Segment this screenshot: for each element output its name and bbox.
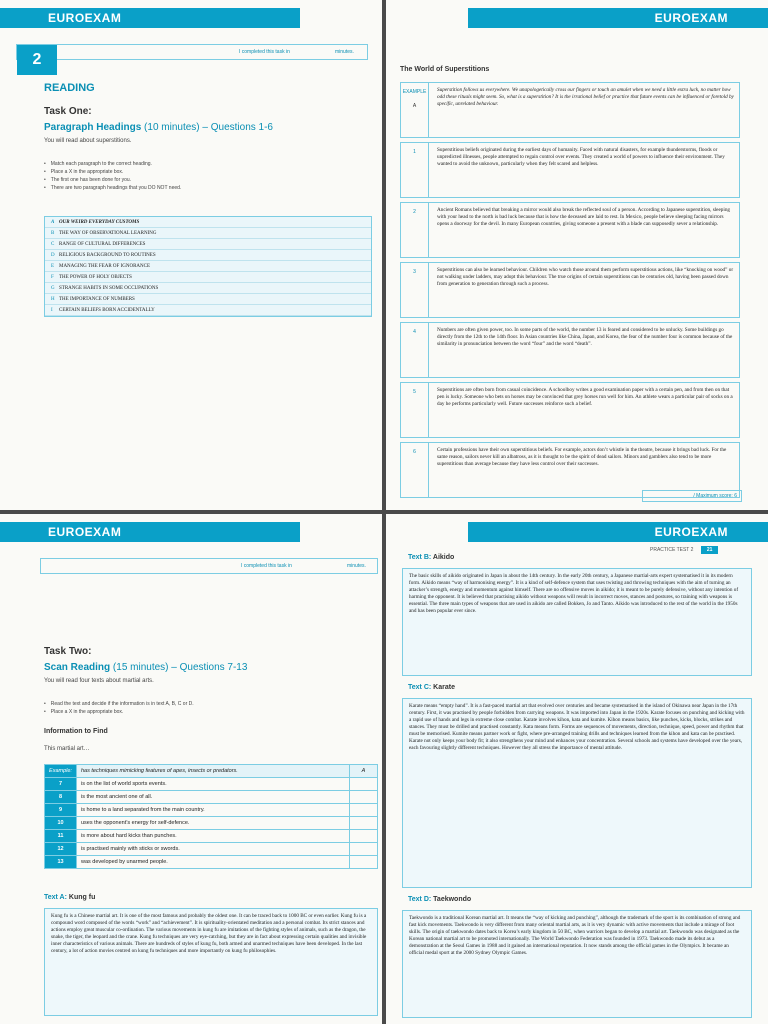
question-row: 9 is home to a land separated from the main country. [45, 804, 378, 817]
heading-row: I CERTAIN BELIEFS BORN ACCIDENTALLY [45, 305, 371, 316]
paragraph-3 [400, 262, 740, 318]
header-bar [0, 8, 300, 28]
paragraph-1 [400, 142, 740, 198]
instruction-item: • The first one has been done for you. [44, 176, 181, 184]
instruction-item: • There are two paragraph headings that you DO NOT need. [44, 184, 181, 192]
answer-cell[interactable] [350, 778, 378, 791]
questions-table [44, 764, 378, 869]
header-bar [0, 522, 300, 542]
section-title: READING [44, 82, 95, 94]
completed-suffix: minutes. [335, 49, 354, 55]
info-heading: Information to Find [44, 728, 108, 735]
task-subtitle [44, 662, 247, 673]
task-subtitle [44, 122, 273, 133]
page-20 [0, 0, 382, 510]
paragraph-label: 4 [401, 323, 429, 377]
question-row: 11 is more about hard kicks than punches. [45, 830, 378, 843]
heading-row: C RANGE OF CULTURAL DIFFERENCES [45, 239, 371, 250]
answer-cell[interactable] [350, 804, 378, 817]
example-answer: A [412, 103, 417, 109]
text-b-heading: Text B: Aikido [408, 554, 455, 561]
text-a-body: Kung fu is a Chinese martial art. It is one of the most famous and probably the oldest one. It can be traced back to 1000 BC or even earlier. Kung fu is a compound word composed of the words “work” and “achievement”. It is spirituality-orientated meditation and a personal combat. Its strict stances and actions employ great muscular co-ordination. The various movements in kung fu are imitations of the fighting styles of animals, such as the dragon, the snake, the tiger, the leopard and the crane. Kung fu techniques are very eye-catching, but they are in fact about expressing certain qualities and invisible inner characteristics of various animals. There are hundreds of styles of kung fu, both armed and unarmed techniques have been developed. In the last century, a lot of action movies centred on kung fu techniques and more importantly on kung fu philosophies. [44, 908, 378, 1016]
paragraph-text: Superstitions can also be learned behaviour. Children who watch those around them perform superstitious actions, like “knocking on wood” or not walking under ladders, may adopt this behaviour. The true origins of certain superstitions can be centuries old, having been passed down from generation to generation through such a process. [437, 267, 734, 287]
info-lead: This martial art… [44, 746, 90, 752]
instruction-item: • Place a X in the appropriate box. [44, 708, 194, 716]
task-duration: (10 minutes) – Questions 1-6 [144, 122, 273, 133]
brand-logo: EUROEXAM [654, 525, 728, 539]
heading-row: D RELIGIOUS BACKGROUND TO ROUTINES [45, 250, 371, 261]
completion-tracker [16, 44, 368, 68]
answer-cell[interactable] [350, 791, 378, 804]
heading-row: H THE IMPORTANCE OF NUMBERS [45, 294, 371, 305]
paragraph-example [400, 82, 740, 138]
paragraph-label: 3 [401, 263, 429, 317]
paragraph-5 [400, 382, 740, 438]
question-row: 10 uses the opponent’s energy for self-defence. [45, 817, 378, 830]
question-row: 8 is the most ancient one of all. [45, 791, 378, 804]
paragraph-text: Certain professions have their own superstitious beliefs. For example, actors don’t whistle in the theatre, because it brings bad luck. For the same reason, sailors never kill an albatross, as it is thought to be the spirit of dead sailors. Minors and gamblers also tend to be more superstitious than average because they have less control over their successes. [437, 447, 727, 467]
heading-row: E MANAGING THE FEAR OF IGNORANCE [45, 261, 371, 272]
text-a-heading: Text A: Kung fu [44, 894, 96, 901]
paragraph-text: Numbers are often given power, too. In some parts of the world, the number 13 is feared and considered to be unlucky. Some buildings go directly from the 12th to the 14th floor. In Asian countries like China, Japan, and Korea, the fear of the number four is common because of the similarity in pronunciation between the word “four” and the word “death”. [437, 327, 733, 347]
passage-title: The World of Superstitions [400, 66, 490, 73]
question-row: 7 is on the list of world sports events. [45, 778, 378, 791]
paragraph-text: Superstitious beliefs originated during the earliest days of humanity. Faced with natural disasters, for example thunderstorms, floods or unpredicted illnesses, people attempted to regain control over events. They created a world of powers to influence their environment. They wanted to avoid the unknown, particularly when they felt scared and helpless. [437, 147, 725, 167]
header-bar [468, 8, 768, 28]
question-row: 13 was developed by unarmed people. [45, 856, 378, 869]
task-intro: You will read about superstitions. [44, 138, 132, 144]
instructions-list [44, 160, 181, 192]
text-d-heading: Text D: Taekwondo [408, 896, 472, 903]
paragraph-text: Superstitions are often born from casual coincidence. A schoolboy writes a good examination paper with a certain pen, and from then on that pen is lucky. Someone who bets on horses may be convinced that grey horses run well for him. An athlete wears a particular pair of socks on a day he performs particularly well. Future successes reinforce such a belief. [437, 387, 733, 407]
task-duration: (15 minutes) – Questions 7-13 [112, 662, 248, 673]
header-bar [468, 522, 768, 542]
question-row: 12 is practised mainly with sticks or swords. [45, 843, 378, 856]
answer-cell[interactable] [350, 856, 378, 869]
page-22 [0, 514, 382, 1024]
brand-logo: EUROEXAM [654, 11, 728, 25]
max-score-box: / Maximum score: 6 [642, 490, 742, 502]
paragraph-label: 6 [401, 443, 429, 497]
text-c-heading: Text C: Karate [408, 684, 455, 691]
answer-cell[interactable] [350, 843, 378, 856]
page-23 [386, 514, 768, 1024]
brand-logo: EUROEXAM [48, 525, 122, 539]
text-b-body: The basic skills of aikido originated in Japan in about the 14th century. In the early 20th century, a Japanese martial-arts expert systematised it in its modern form. Aikido means “way of harmonising energy”. It is a kind of self-defence system that uses twisting and throwing techniques with the aim of turning an attacker’s strength, energy and momentum against himself. There are no offensive moves in aikido; it is meant to be purely defensive, without any intention of harming the opponent. It is believed that practising aikido without weapons will result in incorrect moves, stances and postures, so training with weapons is essential. The three main types of weapons that are used in aikido are called Bokken, Jo and Tanto. Aikido was introduced to the rest of the world in the 1950s and has been popular ever since. [402, 568, 752, 676]
page-21 [386, 0, 768, 510]
completed-prefix: I completed this task in [239, 49, 290, 55]
section-number: 2 [17, 45, 57, 75]
subtitle-text: Paragraph Headings [44, 122, 142, 133]
paragraph-label: 2 [401, 203, 429, 257]
text-c-body: Karate means “empty hand”. It is a fast-paced martial art that evolved over centuries and became systematised in the island of Okinawa near Japan in the 17th century. First, it was practised by people forbidden from carrying weapons. It was imported into Japan in the 1920s. Karate focuses on punching and kicking with a rapid use of hands and legs in extreme close combat. Karate involves kihon, kata and kumite. Kihon means basics, like punches, kicks, blocks, strikes and stances. They must be drilled and practised constantly. Kata means form. Forms are sequences of movements, direction, technique, speed, power and rhythm that must be memorised. Kumite means partner work or fight, where pre-arranged training drills and techniques learned from the kihon and kata can be practised. Karate not only keeps your body fit; it also strengthens your mind and enhances your concentration. Several schools and systems have developed over the years, each favouring slightly different techniques. However they all stress the importance of mental attitude. [402, 698, 752, 888]
answer-cell[interactable] [350, 830, 378, 843]
text-d-body: Taekwondo is a traditional Korean martial art. It means the “way of kicking and punching”, although the trademark of the sport is its combination of strong and fast kick movements. Taekwondo is very different from many oriental martial arts, as it is very dynamic with active movements that include a mirage of foot skills. The origin of taekwondo dates back to Korea’s early kingdom in 50 BC, when warriors began to develop a martial art. Taekwondo was designated as the Korean national martial art to be promoted internationally. The World Taekwondo Federation was founded in 1973. Taekwondo made its debut as a demonstration at the Seoul Games in 1988 and it gained an international reputation. It now stands among the official games in the Olympics. It became an official medal sport at the 2000 Sydney Olympic Games. [402, 910, 752, 1018]
instructions-list [44, 700, 194, 716]
paragraph-2 [400, 202, 740, 258]
heading-row: A OUR WEIRD EVERYDAY CUSTOMS [45, 217, 371, 228]
instruction-item: • Read the text and decide if the information is in text A, B, C or D. [44, 700, 194, 708]
completion-tracker [40, 558, 378, 574]
paragraph-label: 1 [401, 143, 429, 197]
paragraph-label: EXAMPLE A [401, 83, 429, 137]
heading-row: G STRANGE HABITS IN SOME OCCUPATIONS [45, 283, 371, 294]
answer-cell[interactable] [350, 817, 378, 830]
brand-logo: EUROEXAM [48, 11, 122, 25]
answer-cell[interactable]: A [350, 765, 378, 778]
page-footer [650, 546, 718, 556]
page-number: 21 [701, 546, 719, 554]
headings-box [44, 216, 372, 317]
heading-row: F THE POWER OF HOLY OBJECTS [45, 272, 371, 283]
task-title: Task One: [44, 106, 92, 117]
completed-prefix: I completed this task in [241, 563, 292, 569]
paragraph-label: 5 [401, 383, 429, 437]
subtitle-text: Scan Reading [44, 662, 111, 673]
instruction-item: • Place a X in the appropriate box. [44, 168, 181, 176]
paragraph-text: Superstition follows us everywhere. We unapologetically cross our fingers or touch an amulet when we need a little extra luck, no matter how odd these rituals might seem. So, what is a superstition? It is the irrational belief or practice that future events can be influenced or foretold by specific, unrelated behaviour. [437, 87, 734, 107]
paragraph-text: Ancient Romans believed that breaking a mirror would also break the reflected soul of a person. According to Japanese superstition, sleeping with your head to the north is bad luck because that is how the deceased are laid to rest. In Mexico, people believe sleeping facing mirrors opens a doorway for the devil. In many European countries, giving someone a present with a blade can supposedly sever a relationship. [437, 207, 731, 227]
task-intro: You will read four texts about martial arts. [44, 678, 154, 684]
completed-suffix: minutes. [347, 563, 366, 569]
question-row: Example: has techniques mimicking features of apes, insects or predators. A [45, 765, 378, 778]
paragraph-4 [400, 322, 740, 378]
heading-row: B THE WAY OF OBSERVATIONAL LEARNING [45, 228, 371, 239]
footer-label: PRACTICE TEST 2 [650, 547, 694, 553]
instruction-item: • Match each paragraph to the correct heading. [44, 160, 181, 168]
task-title: Task Two: [44, 646, 92, 657]
